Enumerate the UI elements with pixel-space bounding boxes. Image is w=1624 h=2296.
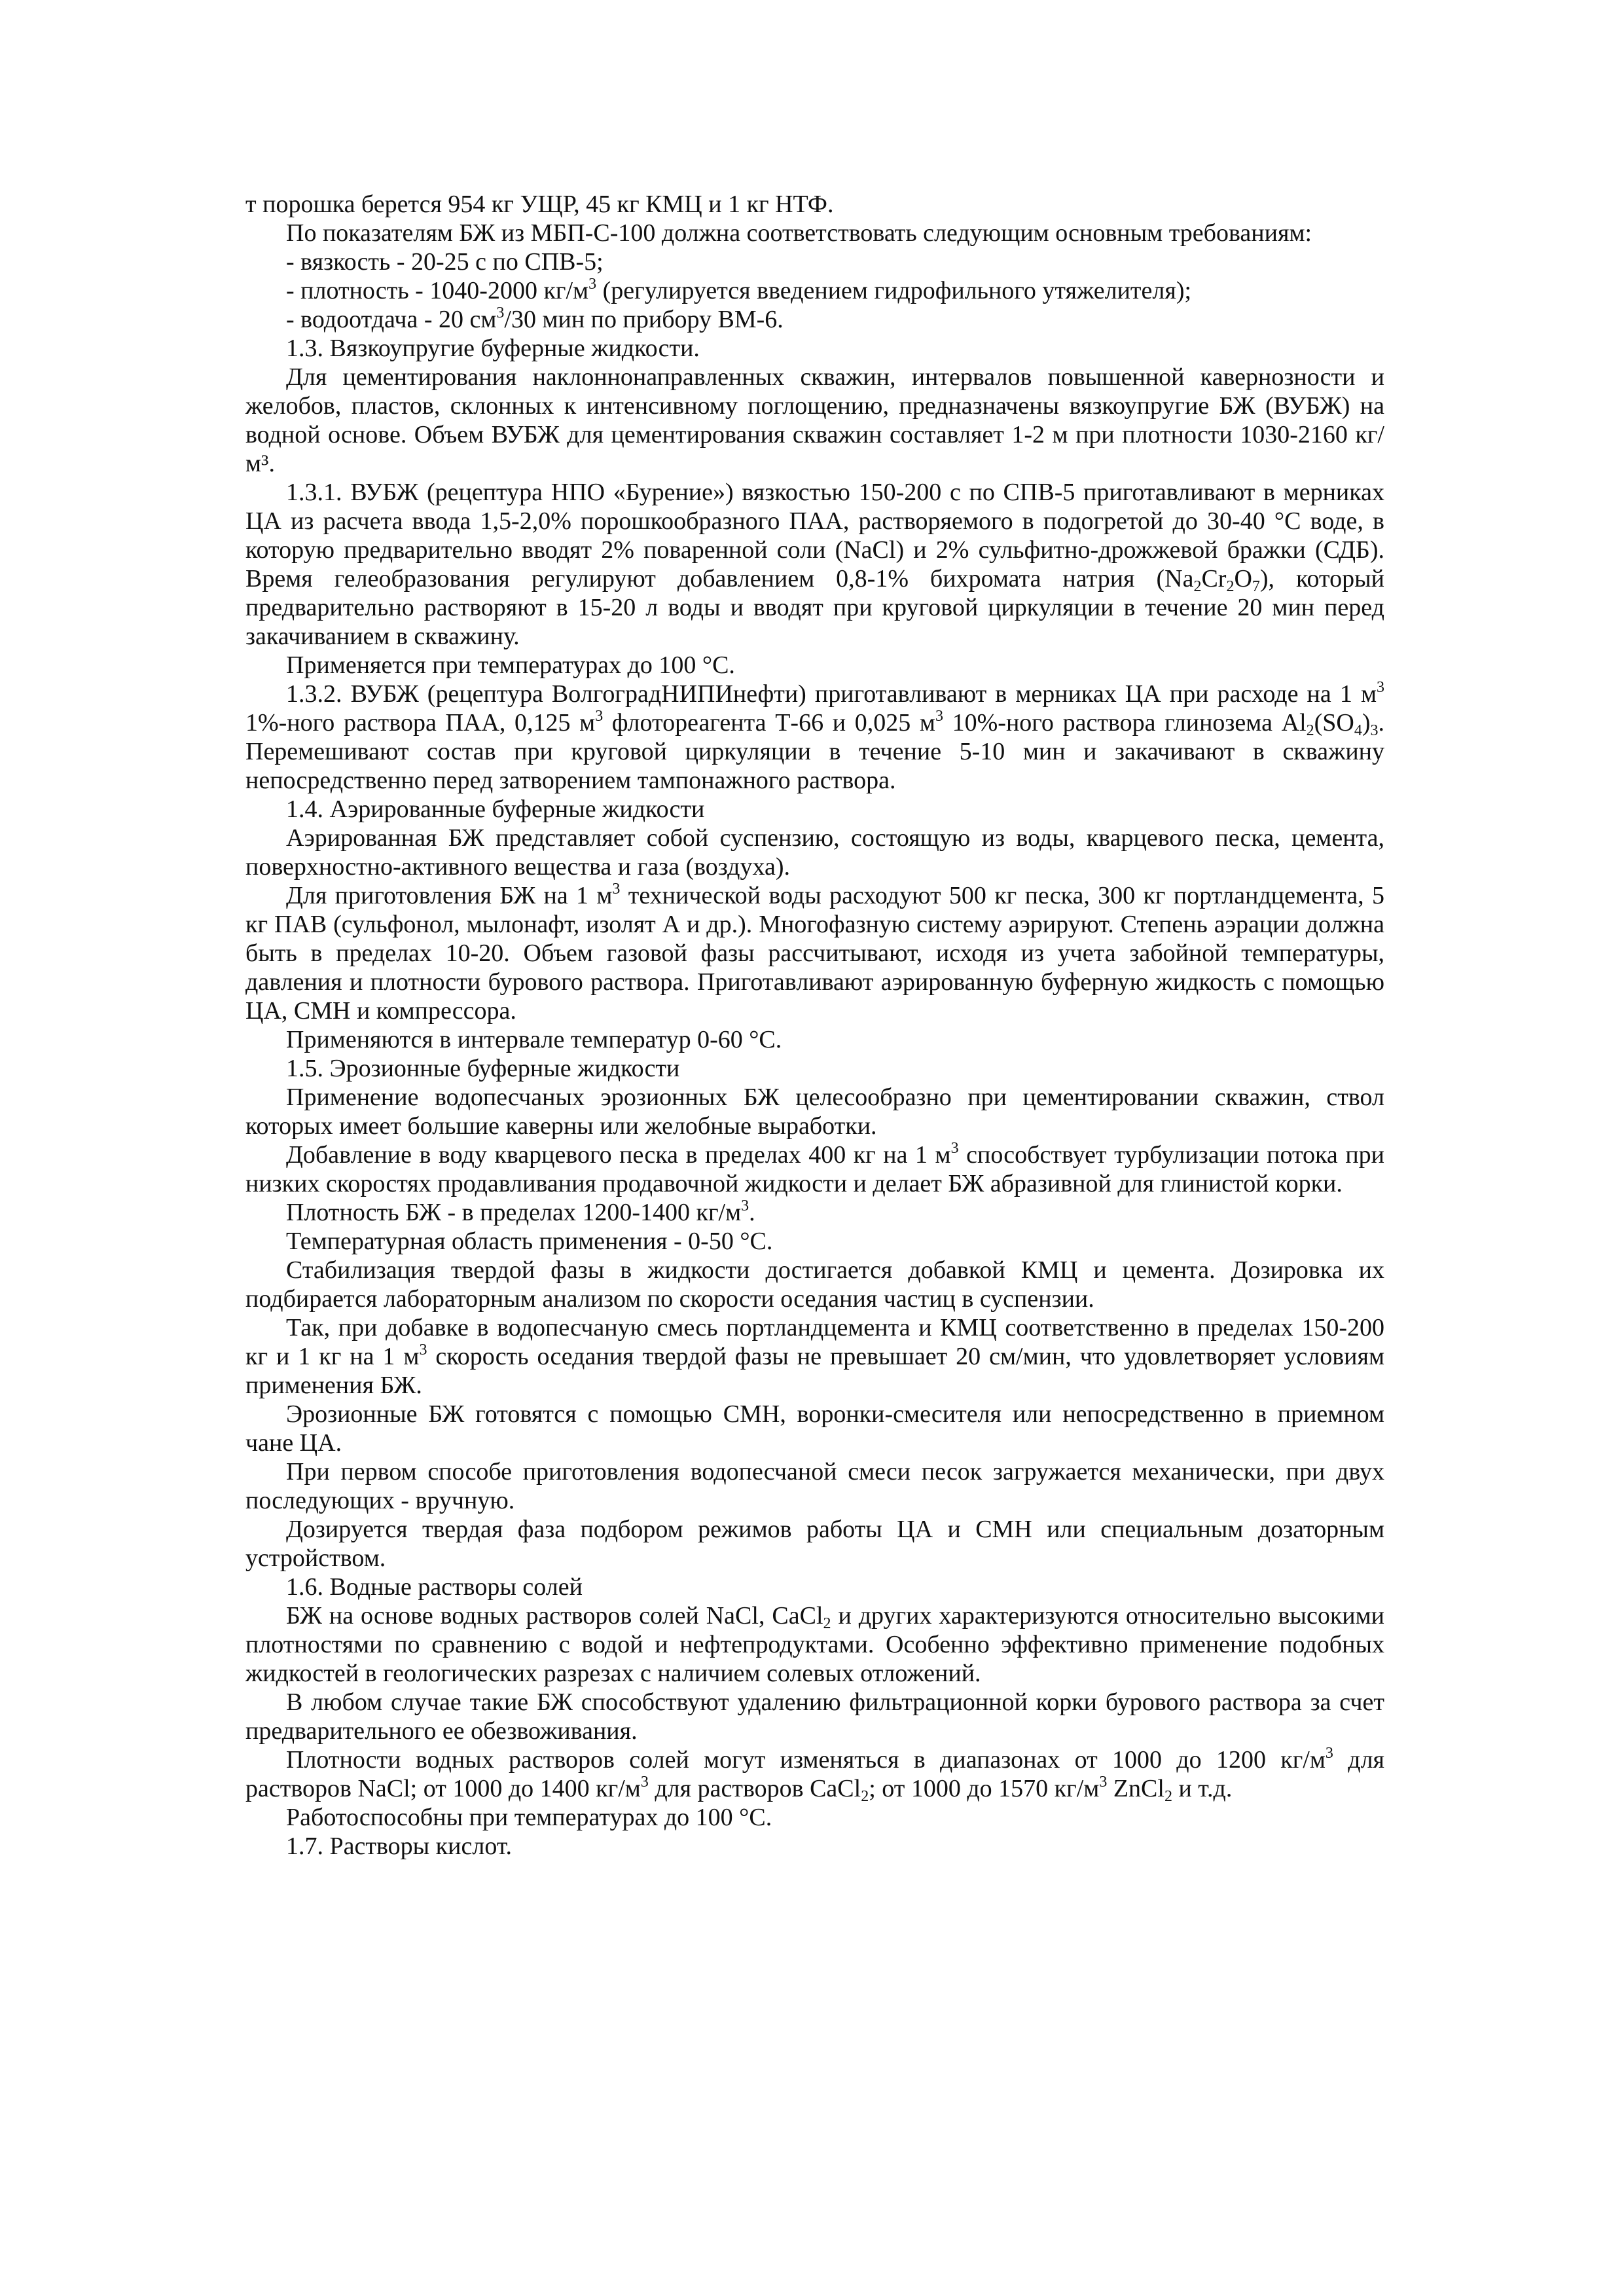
superscript: 3 <box>612 881 621 898</box>
subscript: 2 <box>1306 722 1314 739</box>
paragraph: т порошка берется 954 кг УЩР, 45 кг КМЦ и 1 кг НТФ. <box>245 191 834 218</box>
superscript: 3 <box>950 1140 959 1157</box>
section-heading: 1.5. Эрозионные буферные жидкости <box>286 1055 680 1082</box>
paragraph: Дозируется твердая фаза подбором режимов работы ЦА и СМН или специальным дозаторным устройством. <box>245 1516 1384 1572</box>
paragraph: Плотность БЖ - в пределах 1200-1400 $кг/м^3$. <box>286 1197 755 1226</box>
subscript: 2 <box>1226 578 1235 595</box>
subscript: 3 <box>1370 722 1379 739</box>
superscript: 3 <box>419 1341 427 1358</box>
paragraph: 1.3.2. ВУБЖ (рецептура ВолгоградНИПИнефти) приготавливают в мерниках ЦА при расходе на 1 $м^3$ 1%-ного раствора ПАА, 0,125 $м^3$ флотореагента Т-66 и 0,025 $м^3$ 10%-ного раствора глинозема $Al_2(SO_4)_3$. Перемешивают состав при круговой циркуляции в течение 5-10 мин и закачивают в скважину непосредственно перед затворением тампонажного раствора. <box>245 679 1385 794</box>
section-heading: 1.3. Вязкоупругие буферные жидкости. <box>286 335 700 362</box>
superscript: 3 <box>1099 1774 1108 1791</box>
paragraph: Так, при добавке в водопесчаную смесь портландцемента и КМЦ соответственно в пределах 150-200 кг и 1 кг на 1 $м^3$ скорость оседания твердой фазы не превышает 20 см/мин, что удовлетворяет условиям применения БЖ. <box>245 1314 1385 1399</box>
paragraph: Для цементирования наклоннонаправленных скважин, интервалов повышенной кавернозности и желобов, пластов, склонных к интенсивному поглощению, предназначены вязкоупругие БЖ (ВУБЖ) на водной основе. Объем ВУБЖ для цементирования скважин составляет 1-2 м при плотности 1030-2160 кг/м³. <box>245 363 1384 477</box>
paragraph: Для приготовления БЖ на 1 $м^3$ технической воды расходуют 500 кг песка, 300 кг портландцемента, 5 кг ПАВ (сульфонол, мылонафт, изолят А и др.). Многофазную систему аэрируют. Степень аэрации должна быть в пределах 10-20. Объем газовой фазы рассчитывают, исходя из учета забойной температуры, давления и плотности бурового раствора. Приготавливают аэрированную буферную жидкость с помощью ЦА, СМН и компрессора. <box>245 881 1384 1025</box>
section-heading: 1.4. Аэрированные буферные жидкости <box>286 795 705 823</box>
subscript: 4 <box>1354 722 1362 739</box>
paragraph: Применяется при температурах до 100 °С. <box>286 651 735 679</box>
subscript: 2 <box>1164 1788 1172 1805</box>
paragraph: В любом случае такие БЖ способствуют удалению фильтрационной корки бурового раствора за счет предварительного ее обезвоживания. <box>245 1688 1384 1745</box>
paragraph: Аэрированная БЖ представляет собой суспензию, состоящую из воды, кварцевого песка, цемента, поверхностно-активного вещества и газа (воздуха). <box>245 824 1384 881</box>
section-heading: 1.6. Водные растворы солей <box>286 1573 583 1601</box>
paragraph: Работоспособны при температурах до 100 °С. <box>286 1804 772 1831</box>
list-item: - водоотдача - 20 $см^3/30$ мин по прибору ВМ-6. <box>286 304 784 333</box>
list-item: - вязкость - 20-25 с по СПВ-5; <box>286 248 604 276</box>
subscript: 7 <box>1252 578 1260 595</box>
superscript: 3 <box>640 1774 649 1791</box>
subscript: 2 <box>1193 578 1202 595</box>
paragraph: По показателям БЖ из МБП-С-100 должна соответствовать следующим основным требованиям: <box>286 219 1312 247</box>
superscript: 3 <box>595 708 604 725</box>
paragraph: Температурная область применения - 0-50 °С. <box>286 1228 773 1255</box>
superscript: 3 <box>1377 679 1384 696</box>
subscript: 2 <box>861 1788 869 1805</box>
list-item: - плотность - 1040-2000 $кг/м^3$ (регулируется введением гидрофильного утяжелителя); <box>286 276 1192 304</box>
paragraph: Применение водопесчаных эрозионных БЖ целесообразно при цементировании скважин, ствол которых имеет большие каверны или желобные выработки. <box>245 1084 1384 1140</box>
paragraph: БЖ на основе водных растворов солей NaCl, CaCl$_2$ и других характеризуются относительно высокими плотностями по сравнению с водой и нефтепродуктами. Особенно эффективно применение подобных жидкостей в геологических разрезах с наличием солевых отложений. <box>245 1602 1385 1687</box>
paragraph: При первом способе приготовления водопесчаной смеси песок загружается механически, при двух последующих - вручную. <box>245 1458 1384 1514</box>
paragraph: 1.3.1. ВУБЖ (рецептура НПО «Бурение») вязкостью 150-200 с по СПВ-5 приготавливают в мерниках ЦА из расчета ввода 1,5-2,0% порошкообразного ПАА, растворяемого в подогретой до 30-40 °С воде, в которую предварительно вводят 2% поваренной соли (NaCl) и 2% сульфитно-дрожжевой бражки (СДБ). Время гелеобразования регулируют добавлением 0,8-1% бихромата натрия $(Na_2Cr_2O_7)$, который предварительно растворяют в 15-20 л воды и вводят при круговой циркуляции в течение 20 мин перед закачиванием в скважину. <box>245 479 1384 650</box>
paragraph: Стабилизация твердой фазы в жидкости достигается добавкой КМЦ и цемента. Дозировка их подбирается лабораторным анализом по скорости оседания частиц в суспензии. <box>245 1256 1384 1313</box>
section-heading: 1.7. Растворы кислот. <box>286 1832 513 1860</box>
superscript: 3 <box>1325 1745 1333 1762</box>
paragraph: Плотности водных растворов солей могут изменяться в диапазонах от 1000 до 1200 $кг/м^3$ для растворов NaCl; от 1000 до 1400 $кг/м^3$ для растворов CaCl$_2$; от 1000 до 1570 $кг/м^3$ ZnCl$_2$ и т.д. <box>245 1745 1385 1805</box>
superscript: 3 <box>935 708 943 725</box>
paragraph: Эрозионные БЖ готовятся с помощью СМН, воронки-смесителя или непосредственно в приемном чане ЦА. <box>245 1400 1384 1457</box>
paragraph: Добавление в воду кварцевого песка в пределах 400 кг на 1 $м^3$ способствует турбулизации потока при низких скоростях продавливания продавочной жидкости и делает БЖ абразивной для глинистой корки. <box>245 1140 1384 1197</box>
subscript: 2 <box>823 1615 831 1632</box>
paragraph: Применяются в интервале температур 0-60 °С. <box>286 1026 782 1053</box>
superscript: 3 <box>496 304 505 321</box>
superscript: 3 <box>741 1197 749 1214</box>
superscript: 3 <box>588 276 597 293</box>
document-page <box>245 190 1384 1861</box>
